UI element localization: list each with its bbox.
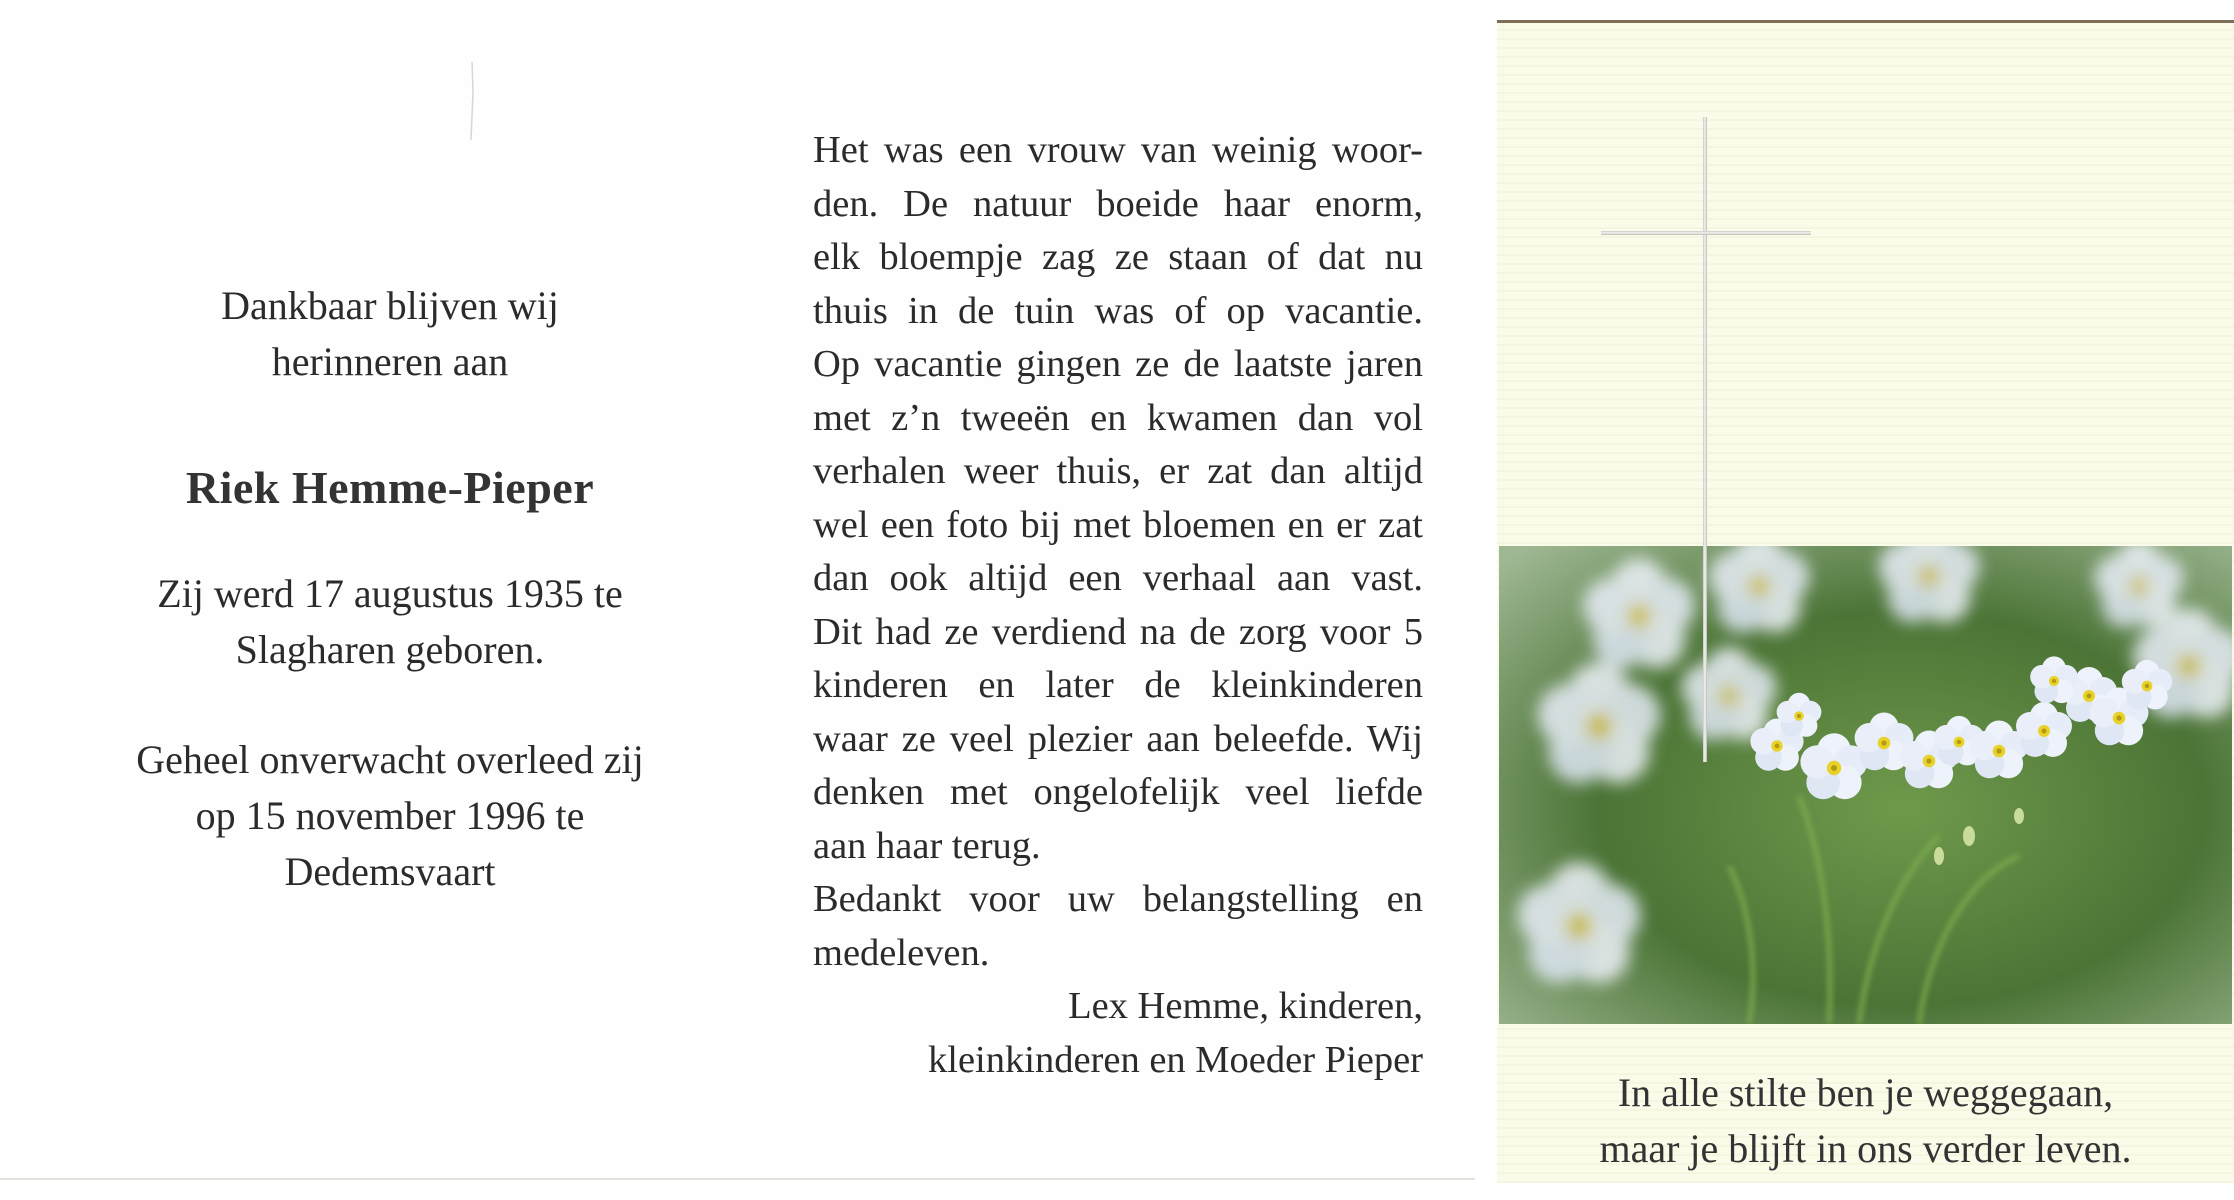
tribute-line: dan ook altijd een verhaal aan vast. [813, 557, 1423, 599]
cross-vertical-bar [1703, 117, 1707, 762]
verse-line: In alle stilte ben je weggegaan, [1617, 1070, 2114, 1115]
deceased-name: Riek Hemme-Pieper [185, 462, 595, 513]
tribute-line: elk bloempje zag ze staan of dat nu [813, 236, 1423, 278]
forget-me-not-image [1499, 546, 2232, 1024]
memorial-verse [1497, 1065, 2234, 1177]
birth-line: Zij werd 17 augustus 1935 te [157, 571, 623, 616]
birth-text [80, 566, 700, 678]
tribute-line: wel een foto bij met bloemen en er zat [813, 503, 1423, 546]
tribute-line: thuis in de tuin was of op vacantie. [813, 289, 1423, 332]
death-text [80, 732, 700, 900]
intro-text [80, 278, 700, 390]
tribute-line: verhalen weer thuis, er zat dan altijd [813, 450, 1423, 492]
tribute-line: kinderen en later de kleinkinderen [813, 664, 1423, 706]
intro-line: herinneren aan [271, 339, 509, 384]
thanks-line: medeleven. [813, 931, 990, 974]
personal-details [80, 278, 700, 900]
tribute-line: waar ze veel plezier aan beleefde. Wij [813, 717, 1423, 760]
signature-line: Lex Hemme, kinderen, [1068, 985, 1423, 1027]
death-line: Dedemsvaart [284, 849, 496, 894]
tribute-line: den. De natuur boeide haar enorm, [813, 182, 1423, 225]
verse-line: maar je blijft in ons verder leven. [1599, 1126, 2132, 1171]
intro-line: Dankbaar blijven wij [221, 283, 559, 328]
tribute-line: Op vacantie gingen ze de laatste jaren [813, 343, 1423, 385]
birth-line: Slagharen geboren. [235, 627, 545, 672]
tribute-line: aan haar terug. [813, 824, 1041, 867]
tribute-line: met z’n tweeën en kwamen dan vol [813, 396, 1423, 439]
memorial-card-cover [1497, 20, 2234, 1183]
tribute-text [813, 124, 1423, 1087]
flower-photo [1499, 546, 2232, 1024]
fold-mark [470, 62, 474, 140]
signature-line: kleinkinderen en Moeder Pieper [928, 1038, 1423, 1081]
tribute-line: Dit had ze verdiend na de zorg voor 5 [813, 610, 1423, 653]
thanks-line: Bedankt voor uw belangstelling en [813, 878, 1423, 920]
tribute-line: denken met ongelofelijk veel liefde [813, 771, 1423, 813]
tribute-line: Het was een vrouw van weinig woor- [813, 129, 1423, 171]
cross-horizontal-bar [1601, 231, 1811, 235]
death-line: op 15 november 1996 te [195, 793, 585, 838]
death-line: Geheel onverwacht overleed zij [136, 737, 644, 782]
